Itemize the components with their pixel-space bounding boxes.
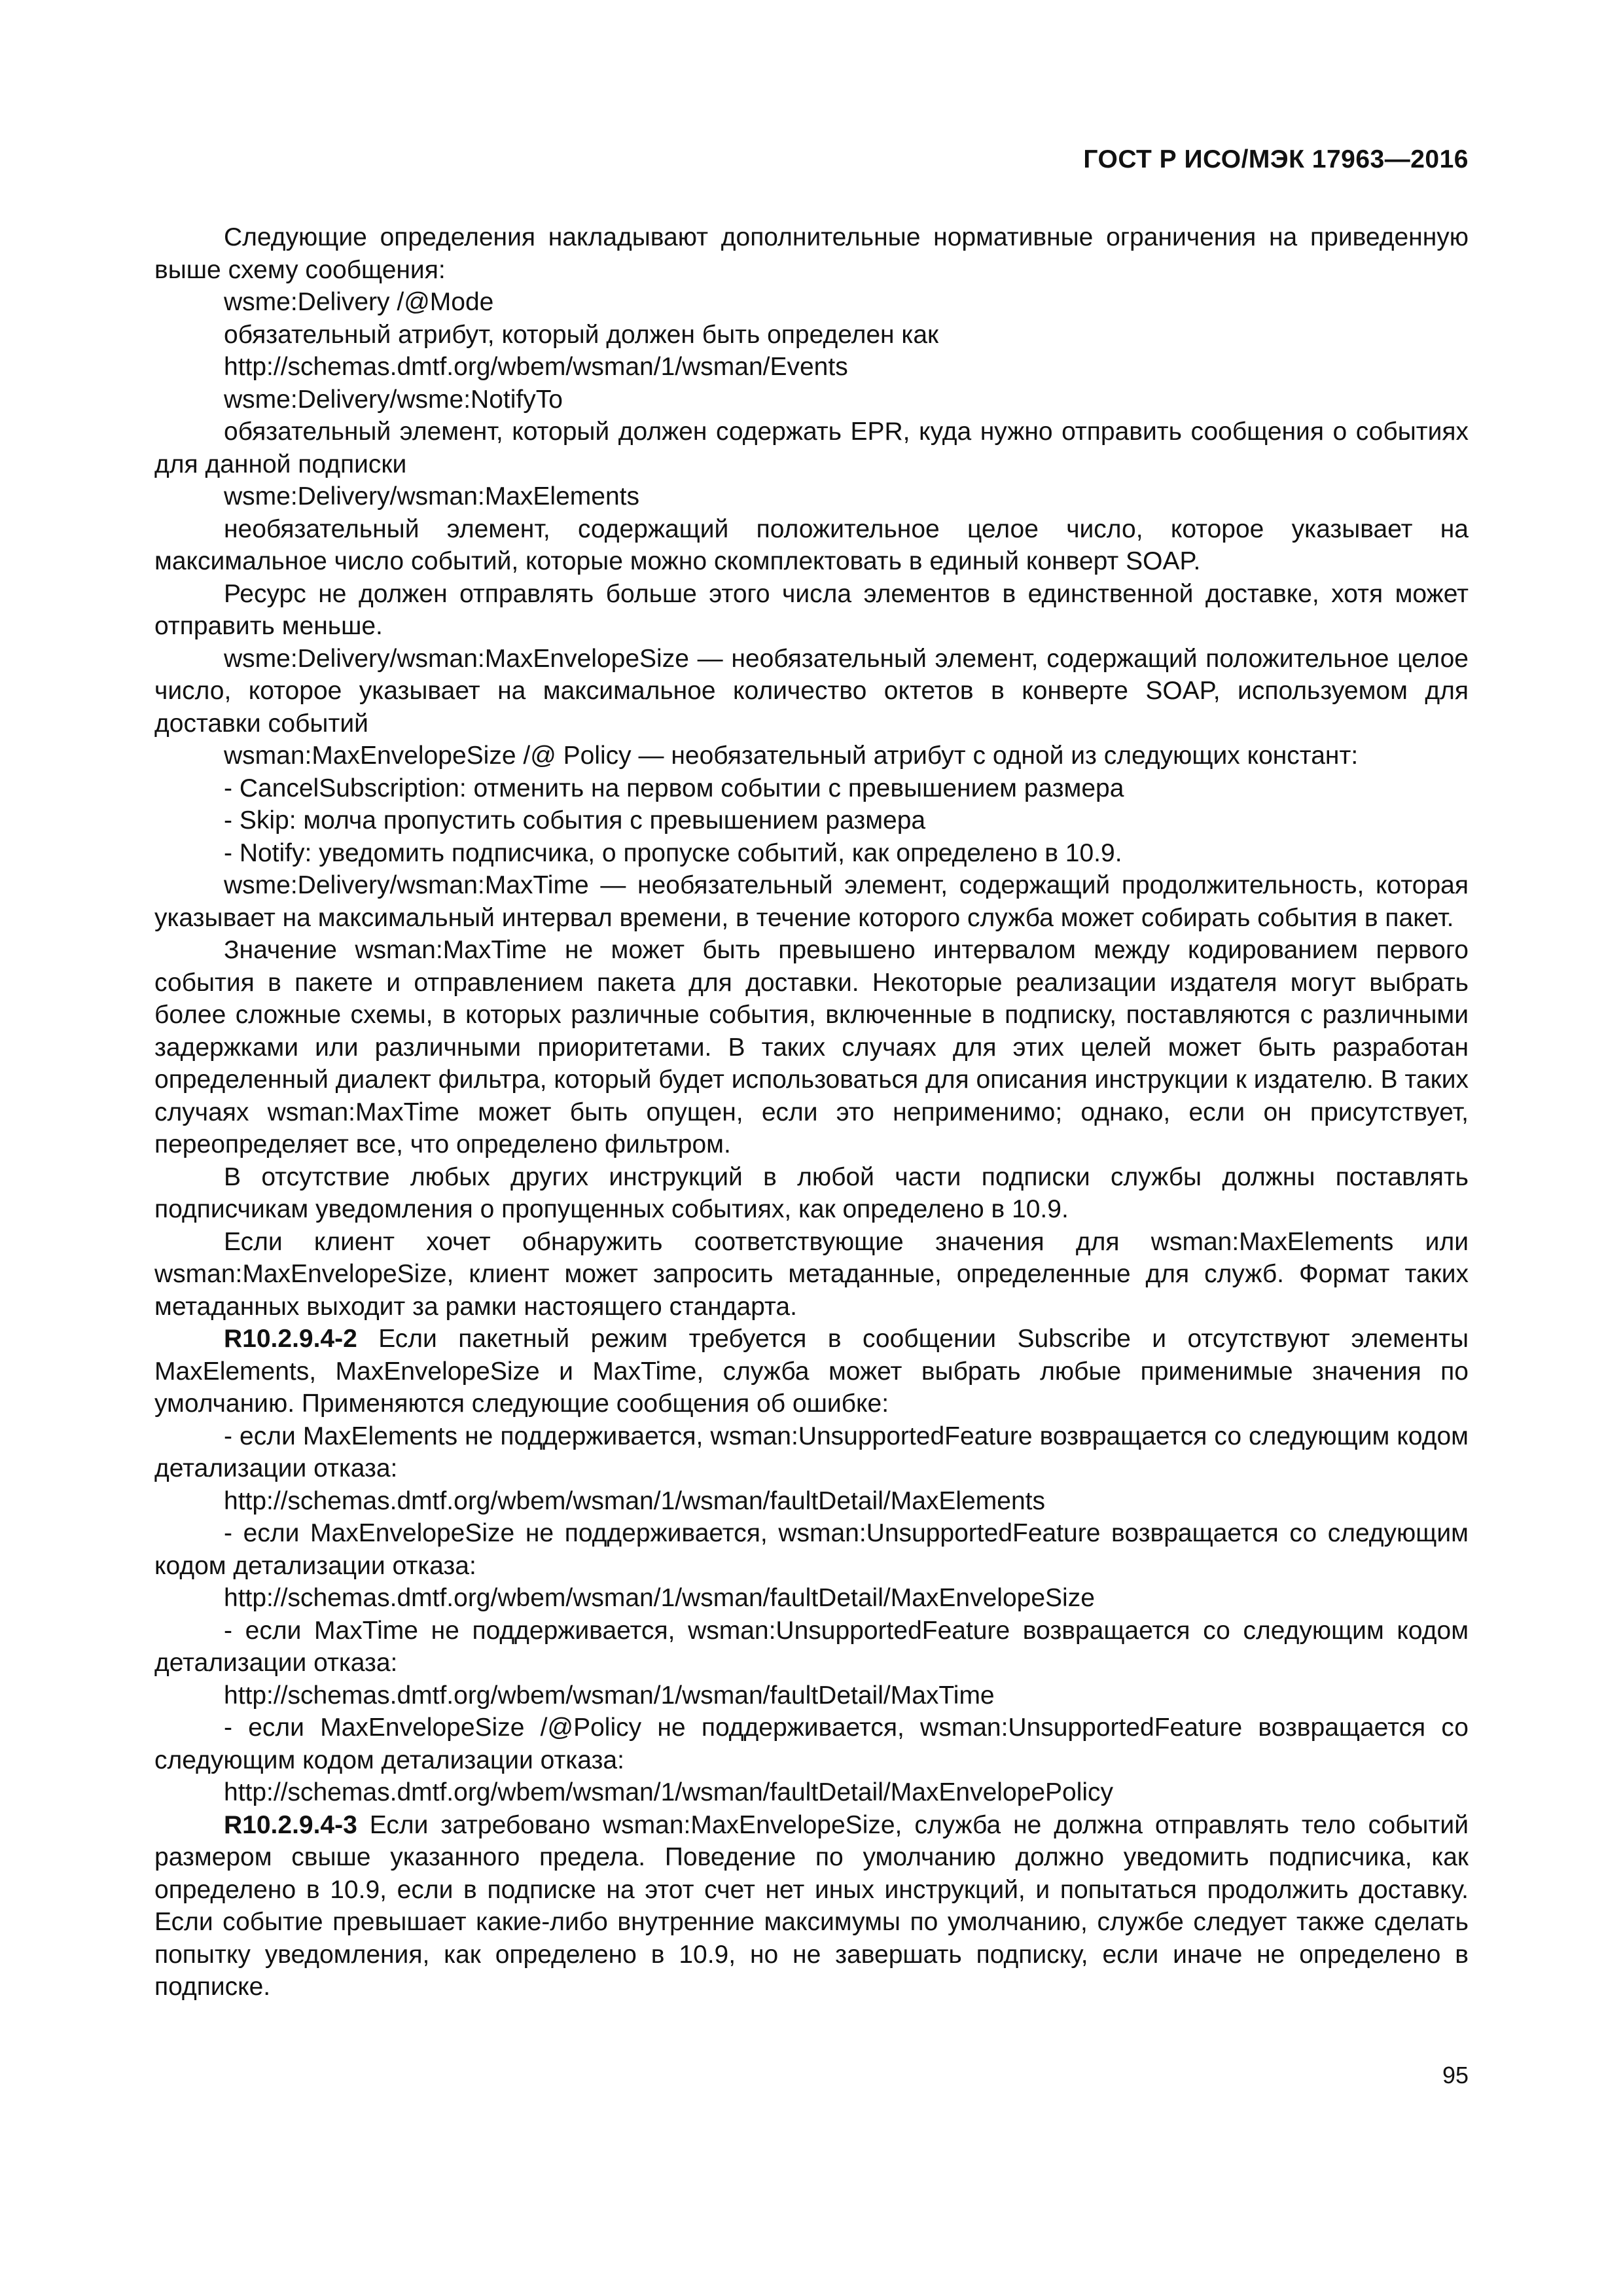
paragraph: обязательный атрибут, который должен быть определен как <box>224 320 939 349</box>
requirement-text: Если затребовано wsman:MaxEnvelopeSize, служба не должна отправлять тело событий размером свыше указанного предела. Поведение по умолчанию должно уведомить подписчика, как определено в 10.9, если в подписке на этот счет нет иных инструкций, и попытаться продолжить доставку. Если событие превышает какие-либо внутренние максимумы по умолчанию, службе следует также сделать попытку уведомления, как определено в 10.9, но не завершать подписку, если иначе не определено в подписке. <box>154 1810 1469 2001</box>
paragraph: wsman:MaxEnvelopeSize /@ Policy — необязательный атрибут с одной из следующих констант: <box>224 742 1359 770</box>
requirement-paragraph <box>154 1323 1469 1420</box>
requirement-id: R10.2.9.4-3 <box>224 1810 357 1839</box>
list-item: - Skip: молча пропустить события с превышением размера <box>224 806 926 834</box>
paragraph: необязательный элемент, содержащий положительное целое число, которое указывает на максимальное число событий, которые можно скомплектовать в единый конверт SOAP. <box>154 514 1469 575</box>
page-header: ГОСТ Р ИСО/МЭК 17963—2016 <box>1083 145 1469 173</box>
list-item: - если MaxTime не поддерживается, wsman:UnsupportedFeature возвращается со следующим кодом детализации отказа: <box>154 1616 1469 1677</box>
paragraph: wsme:Delivery /@Mode <box>224 288 494 316</box>
list-item: - если MaxEnvelopeSize /@Policy не поддерживается, wsman:UnsupportedFeature возвращается со следующим кодом детализации отказа: <box>154 1713 1469 1774</box>
paragraph: wsme:Delivery/wsman:MaxTime — необязательный элемент, содержащий продолжительность, которая указывает на максимальный интервал времени, в течение которого служба может собирать события в пакет. <box>154 871 1469 932</box>
paragraph: wsme:Delivery/wsme:NotifyTo <box>224 385 563 414</box>
list-item: - Notify: уведомить подписчика, о пропуске событий, как определено в 10.9. <box>224 838 1122 867</box>
paragraph: wsme:Delivery/wsman:MaxEnvelopeSize — необязательный элемент, содержащий положительное целое число, которое указывает на максимальное количество октетов в конверте SOAP, используемом для доставки событий <box>154 644 1469 738</box>
fault-url: http://schemas.dmtf.org/wbem/wsman/1/wsman/faultDetail/MaxEnvelopePolicy <box>224 1778 1114 1806</box>
fault-url: http://schemas.dmtf.org/wbem/wsman/1/wsman/faultDetail/MaxEnvelopeSize <box>224 1584 1095 1612</box>
requirement-text: Если пакетный режим требуется в сообщении Subscribe и отсутствуют элементы MaxElements, MaxEnvelopeSize и MaxTime, служба может выбрать любые применимые значения по умолчанию. Применяются следующие сообщения об ошибке: <box>154 1325 1469 1418</box>
paragraph: В отсутствие любых других инструкций в любой части подписки службы должны поставлять подписчикам уведомления о пропущенных событиях, как определено в 10.9. <box>154 1162 1469 1223</box>
page-number: 95 <box>1442 2062 1469 2089</box>
paragraph: Ресурс не должен отправлять больше этого числа элементов в единственной доставке, хотя может отправить меньше. <box>154 579 1469 640</box>
list-item: - CancelSubscription: отменить на первом событии с превышением размера <box>224 774 1124 802</box>
requirement-paragraph <box>154 1809 1469 2003</box>
document-body <box>154 221 1469 2003</box>
paragraph: Следующие определения накладывают дополнительные нормативные ограничения на приведенную выше схему сообщения: <box>154 223 1469 284</box>
requirement-id: R10.2.9.4-2 <box>224 1325 357 1353</box>
list-item: - если MaxElements не поддерживается, wsman:UnsupportedFeature возвращается со следующим кодом детализации отказа: <box>154 1422 1469 1482</box>
paragraph: обязательный элемент, который должен содержать EPR, куда нужно отправить сообщения о событиях для данной подписки <box>154 418 1469 478</box>
list-item: - если MaxEnvelopeSize не поддерживается, wsman:UnsupportedFeature возвращается со следующим кодом детализации отказа: <box>154 1519 1469 1580</box>
fault-url: http://schemas.dmtf.org/wbem/wsman/1/wsman/faultDetail/MaxElements <box>224 1486 1045 1515</box>
paragraph: http://schemas.dmtf.org/wbem/wsman/1/wsman/Events <box>224 353 848 381</box>
fault-url: http://schemas.dmtf.org/wbem/wsman/1/wsman/faultDetail/MaxTime <box>224 1681 995 1710</box>
paragraph: Если клиент хочет обнаружить соответствующие значения для wsman:MaxElements или wsman:MaxEnvelopeSize, клиент может запросить метаданные, определенные для служб. Формат таких метаданных выходит за рамки настоящего стандарта. <box>154 1227 1469 1321</box>
paragraph: Значение wsman:MaxTime не может быть превышено интервалом между кодированием первого события в пакете и отправлением пакета для доставки. Некоторые реализации издателя могут выбрать более сложные схемы, в которых различные события, включенные в подписку, поставляются с различными задержками или различными приоритетами. В таких случаях для этих целей может быть разработан определенный диалект фильтра, который будет использоваться для описания инструкции к издателю. В таких случаях wsman:MaxTime может быть опущен, если это неприменимо; однако, если он присутствует, переопределяет все, что определено фильтром. <box>154 936 1469 1158</box>
paragraph: wsme:Delivery/wsman:MaxElements <box>224 482 639 511</box>
